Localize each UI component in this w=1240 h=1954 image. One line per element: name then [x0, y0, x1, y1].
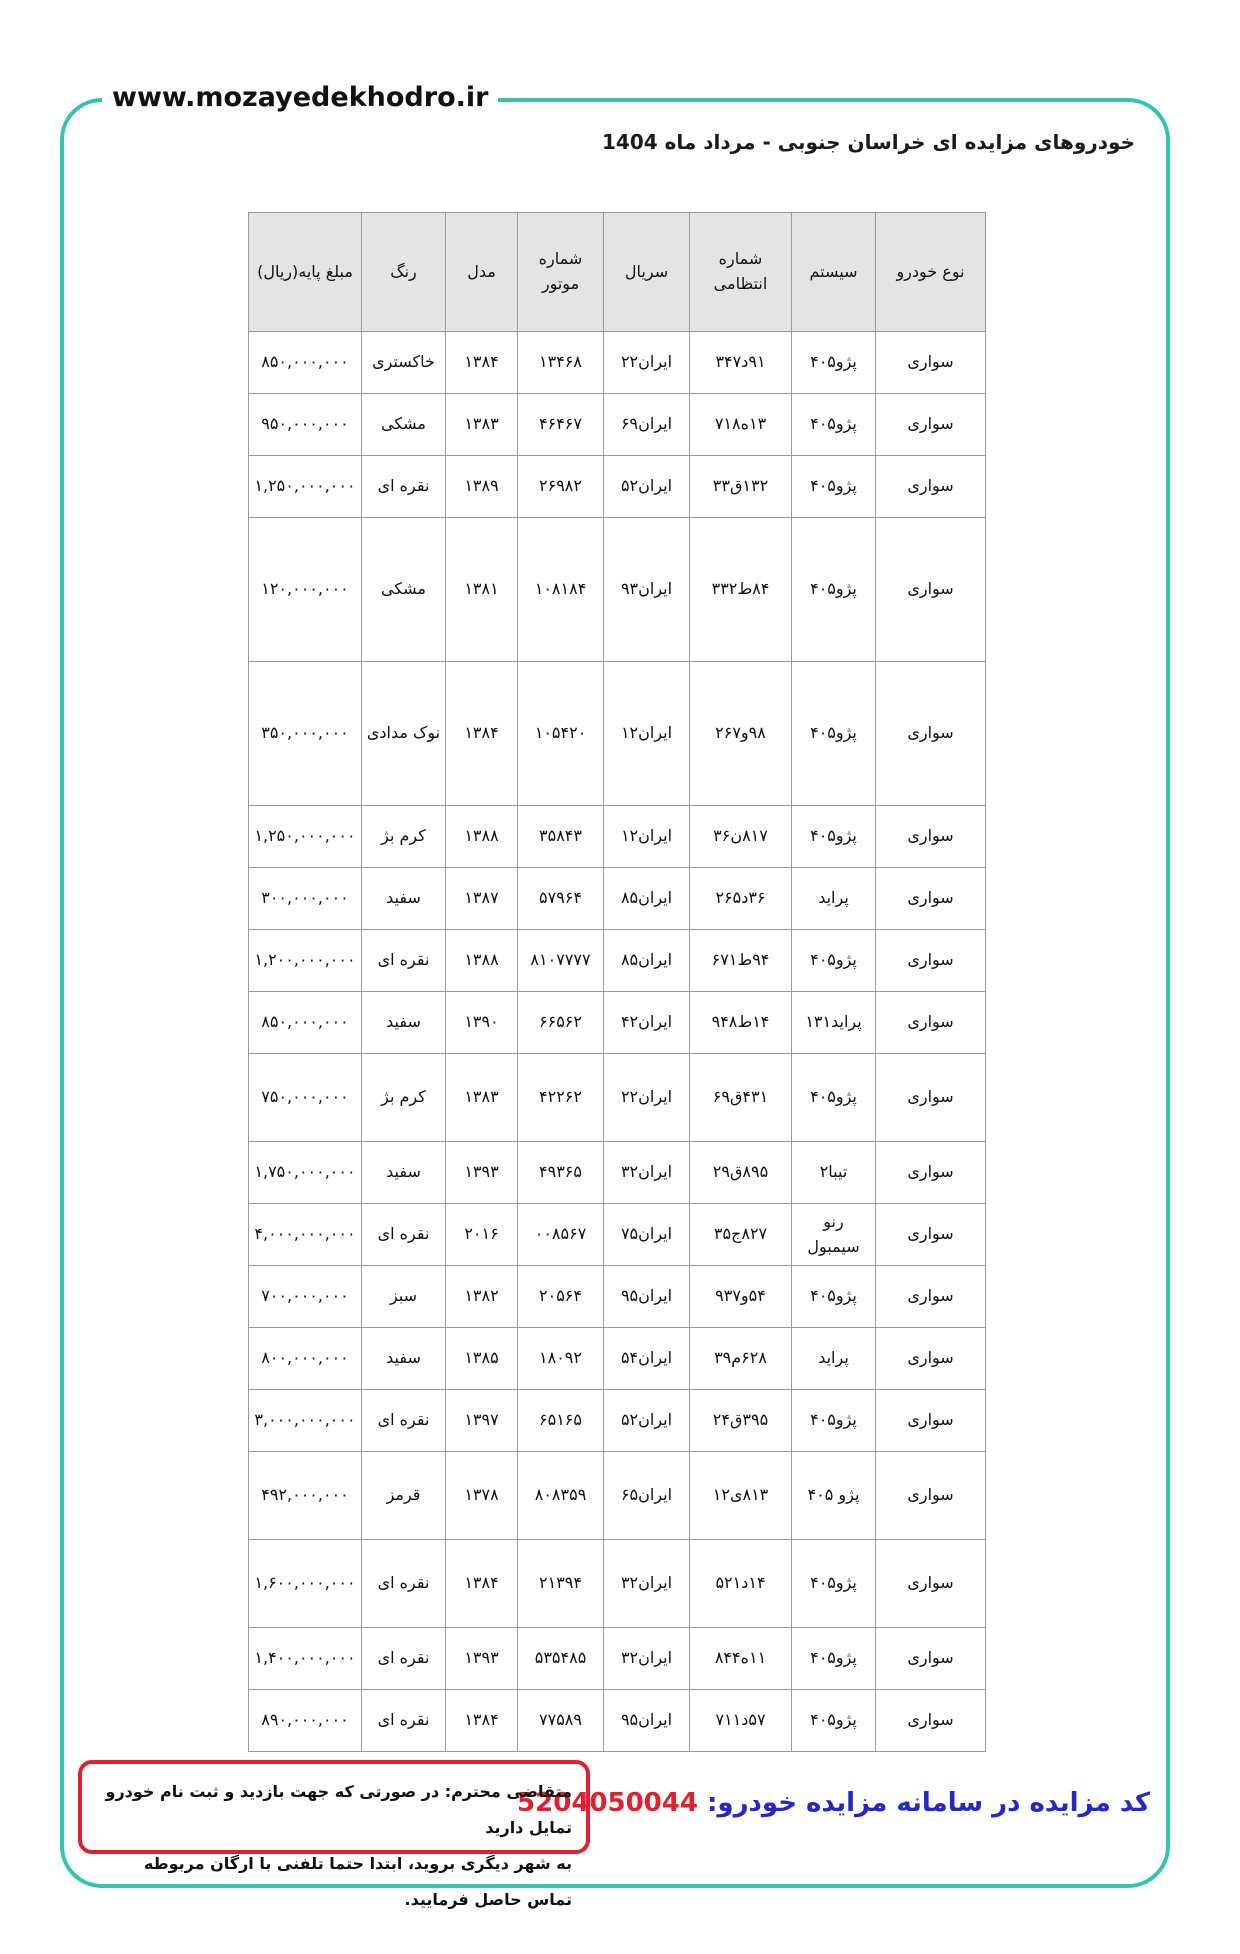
- cell-price: ۱,۴۰۰,۰۰۰,۰۰۰: [249, 1628, 362, 1690]
- cell-system: پراید: [792, 868, 876, 930]
- cell-price: ۱,۲۵۰,۰۰۰,۰۰۰: [249, 806, 362, 868]
- cell-serial: ایران۹۵: [604, 1266, 690, 1328]
- auction-code: [517, 1788, 1150, 1818]
- cell-color: نوک مدادی: [362, 662, 446, 806]
- cell-system: پژو۴۰۵: [792, 1390, 876, 1452]
- cell-system: پژو۴۰۵: [792, 806, 876, 868]
- cell-system: تیبا۲: [792, 1142, 876, 1204]
- cell-price: ۸۰۰,۰۰۰,۰۰۰: [249, 1328, 362, 1390]
- cell-type: سواری: [876, 1266, 986, 1328]
- notice-line-2: به شهر دیگری بروید، ابتدا حتما تلفنی با ارگان مربوطه تماس حاصل فرمایید.: [143, 1854, 572, 1909]
- cell-color: سفید: [362, 868, 446, 930]
- cell-engine: ۱۸۰۹۲: [518, 1328, 604, 1390]
- cell-system: پژو ۴۰۵: [792, 1452, 876, 1540]
- header-type: نوع خودرو: [876, 213, 986, 332]
- cell-type: سواری: [876, 806, 986, 868]
- cell-plate: ۱۳ه۷۱۸: [690, 394, 792, 456]
- cell-type: سواری: [876, 1142, 986, 1204]
- cell-plate: ۸۱۷ن۳۶: [690, 806, 792, 868]
- cell-price: ۹۵۰,۰۰۰,۰۰۰: [249, 394, 362, 456]
- cell-system: پژو۴۰۵: [792, 394, 876, 456]
- cell-color: نقره ای: [362, 1628, 446, 1690]
- cell-system: پژو۴۰۵: [792, 456, 876, 518]
- cell-price: ۷۵۰,۰۰۰,۰۰۰: [249, 1054, 362, 1142]
- cell-serial: ایران۳۲: [604, 1142, 690, 1204]
- cell-price: ۸۵۰,۰۰۰,۰۰۰: [249, 332, 362, 394]
- table-row: [249, 518, 986, 662]
- cell-engine: ۴۹۳۶۵: [518, 1142, 604, 1204]
- cell-engine: ۱۳۴۶۸: [518, 332, 604, 394]
- cell-type: سواری: [876, 1390, 986, 1452]
- table-row: [249, 1690, 986, 1752]
- page-title: خودروهای مزایده ای خراسان جنوبی - مرداد ماه 1404: [601, 130, 1135, 154]
- cell-plate: ۸۱۳ی۱۲: [690, 1452, 792, 1540]
- table-row: [249, 868, 986, 930]
- cell-serial: ایران۹۳: [604, 518, 690, 662]
- cell-serial: ایران۵۴: [604, 1328, 690, 1390]
- table-row: [249, 456, 986, 518]
- cell-engine: ۱۰۸۱۸۴: [518, 518, 604, 662]
- cell-model: ۱۳۹۰: [446, 992, 518, 1054]
- cell-color: مشکی: [362, 518, 446, 662]
- cell-engine: ۲۶۹۸۲: [518, 456, 604, 518]
- cell-price: ۱,۲۵۰,۰۰۰,۰۰۰: [249, 456, 362, 518]
- cell-model: ۱۳۸۹: [446, 456, 518, 518]
- cell-system: پژو۴۰۵: [792, 662, 876, 806]
- cell-type: سواری: [876, 662, 986, 806]
- table-row: [249, 1204, 986, 1266]
- cell-color: سفید: [362, 1142, 446, 1204]
- table-header-row: [249, 213, 986, 332]
- auction-code-label: کد مزایده در سامانه مزایده خودرو:: [707, 1788, 1150, 1818]
- cell-engine: ۲۰۵۶۴: [518, 1266, 604, 1328]
- cell-model: ۱۳۸۴: [446, 1540, 518, 1628]
- table-row: [249, 662, 986, 806]
- cell-type: سواری: [876, 332, 986, 394]
- cell-model: ۱۳۸۲: [446, 1266, 518, 1328]
- table-row: [249, 1054, 986, 1142]
- cell-engine: ۲۱۳۹۴: [518, 1540, 604, 1628]
- table-row: [249, 1628, 986, 1690]
- cell-engine: ۵۷۹۶۴: [518, 868, 604, 930]
- cell-type: سواری: [876, 1204, 986, 1266]
- header-color: رنگ: [362, 213, 446, 332]
- cell-engine: ۰۰۸۵۶۷: [518, 1204, 604, 1266]
- cell-plate: ۵۴و۹۳۷: [690, 1266, 792, 1328]
- cell-system: پژو۴۰۵: [792, 1690, 876, 1752]
- cell-price: ۱,۶۰۰,۰۰۰,۰۰۰: [249, 1540, 362, 1628]
- cell-color: نقره ای: [362, 1390, 446, 1452]
- notice-box: [78, 1760, 590, 1909]
- cell-type: سواری: [876, 1452, 986, 1540]
- cell-serial: ایران۴۲: [604, 992, 690, 1054]
- table-row: [249, 1540, 986, 1628]
- cell-engine: ۸۱۰۷۷۷۷: [518, 930, 604, 992]
- cell-type: سواری: [876, 394, 986, 456]
- table-row: [249, 992, 986, 1054]
- cell-type: سواری: [876, 868, 986, 930]
- cell-plate: ۸۴ط۳۳۲: [690, 518, 792, 662]
- cell-price: ۳۰۰,۰۰۰,۰۰۰: [249, 868, 362, 930]
- cell-plate: ۱۴د۵۲۱: [690, 1540, 792, 1628]
- cell-serial: ایران۵۲: [604, 1390, 690, 1452]
- cell-plate: ۳۶د۲۶۵: [690, 868, 792, 930]
- header-system: سیستم: [792, 213, 876, 332]
- cell-engine: ۴۶۴۶۷: [518, 394, 604, 456]
- cell-engine: ۷۷۵۸۹: [518, 1690, 604, 1752]
- cell-model: ۱۳۸۳: [446, 1054, 518, 1142]
- cell-serial: ایران۲۲: [604, 332, 690, 394]
- cell-serial: ایران۳۲: [604, 1540, 690, 1628]
- cell-price: ۴۹۲,۰۰۰,۰۰۰: [249, 1452, 362, 1540]
- cell-color: خاکستری: [362, 332, 446, 394]
- table-row: [249, 394, 986, 456]
- cell-model: ۱۳۸۸: [446, 806, 518, 868]
- cell-serial: ایران۸۵: [604, 930, 690, 992]
- cell-type: سواری: [876, 1690, 986, 1752]
- cell-engine: ۶۵۱۶۵: [518, 1390, 604, 1452]
- table-row: [249, 806, 986, 868]
- table-row: [249, 1328, 986, 1390]
- cell-system: پراید: [792, 1328, 876, 1390]
- cell-serial: ایران۶۹: [604, 394, 690, 456]
- cell-system: پژو۴۰۵: [792, 518, 876, 662]
- header-serial: سریال: [604, 213, 690, 332]
- cell-engine: ۶۶۵۶۲: [518, 992, 604, 1054]
- cell-type: سواری: [876, 1328, 986, 1390]
- cell-price: ۱,۲۰۰,۰۰۰,۰۰۰: [249, 930, 362, 992]
- auction-code-value: 5204050044: [517, 1788, 698, 1818]
- cell-model: ۱۳۸۷: [446, 868, 518, 930]
- cell-engine: ۴۲۲۶۲: [518, 1054, 604, 1142]
- table-row: [249, 1142, 986, 1204]
- cell-model: ۲۰۱۶: [446, 1204, 518, 1266]
- cell-color: سبز: [362, 1266, 446, 1328]
- cell-plate: ۹۴ط۶۷۱: [690, 930, 792, 992]
- table-row: [249, 1390, 986, 1452]
- cell-model: ۱۳۹۳: [446, 1628, 518, 1690]
- cell-model: ۱۳۸۳: [446, 394, 518, 456]
- cell-serial: ایران۱۲: [604, 662, 690, 806]
- cell-system: پژو۴۰۵: [792, 1540, 876, 1628]
- cell-model: ۱۳۸۵: [446, 1328, 518, 1390]
- cell-color: نقره ای: [362, 456, 446, 518]
- cell-color: نقره ای: [362, 1540, 446, 1628]
- cell-color: قرمز: [362, 1452, 446, 1540]
- cell-plate: ۶۲۸م۳۹: [690, 1328, 792, 1390]
- cell-model: ۱۳۹۷: [446, 1390, 518, 1452]
- header-model: مدل: [446, 213, 518, 332]
- cell-plate: ۵۷د۷۱۱: [690, 1690, 792, 1752]
- header-price: مبلغ پایه(ریال): [249, 213, 362, 332]
- table-row: [249, 1452, 986, 1540]
- cell-plate: ۸۹۵ق۲۹: [690, 1142, 792, 1204]
- cell-color: مشکی: [362, 394, 446, 456]
- cell-serial: ایران۷۵: [604, 1204, 690, 1266]
- cell-type: سواری: [876, 456, 986, 518]
- vehicles-table: [248, 212, 986, 1752]
- cell-plate: ۸۲۷ج۳۵: [690, 1204, 792, 1266]
- cell-price: ۷۰۰,۰۰۰,۰۰۰: [249, 1266, 362, 1328]
- cell-serial: ایران۶۵: [604, 1452, 690, 1540]
- cell-color: نقره ای: [362, 1690, 446, 1752]
- cell-color: نقره ای: [362, 1204, 446, 1266]
- cell-plate: ۳۹۵ق۲۴: [690, 1390, 792, 1452]
- cell-price: ۳۵۰,۰۰۰,۰۰۰: [249, 662, 362, 806]
- cell-color: سفید: [362, 992, 446, 1054]
- cell-plate: ۹۱د۳۴۷: [690, 332, 792, 394]
- cell-serial: ایران۲۲: [604, 1054, 690, 1142]
- cell-serial: ایران۹۵: [604, 1690, 690, 1752]
- cell-price: ۱,۷۵۰,۰۰۰,۰۰۰: [249, 1142, 362, 1204]
- cell-type: سواری: [876, 1054, 986, 1142]
- cell-color: نقره ای: [362, 930, 446, 992]
- cell-system: پژو۴۰۵: [792, 1628, 876, 1690]
- cell-model: ۱۳۷۸: [446, 1452, 518, 1540]
- cell-color: کرم بژ: [362, 1054, 446, 1142]
- cell-price: ۴,۰۰۰,۰۰۰,۰۰۰: [249, 1204, 362, 1266]
- cell-price: ۸۵۰,۰۰۰,۰۰۰: [249, 992, 362, 1054]
- cell-engine: ۸۰۸۳۵۹: [518, 1452, 604, 1540]
- cell-type: سواری: [876, 518, 986, 662]
- notice-line-1: متقاضی محترم: در صورتی که جهت بازدید و ثبت نام خودرو تمایل دارید: [105, 1782, 572, 1837]
- cell-model: ۱۳۹۳: [446, 1142, 518, 1204]
- cell-engine: ۱۰۵۴۲۰: [518, 662, 604, 806]
- cell-system: پژو۴۰۵: [792, 1266, 876, 1328]
- cell-type: سواری: [876, 1540, 986, 1628]
- table-row: [249, 930, 986, 992]
- cell-plate: ۱۳۲ق۳۳: [690, 456, 792, 518]
- cell-model: ۱۳۸۱: [446, 518, 518, 662]
- cell-model: ۱۳۸۸: [446, 930, 518, 992]
- cell-model: ۱۳۸۴: [446, 662, 518, 806]
- cell-model: ۱۳۸۴: [446, 332, 518, 394]
- table-row: [249, 1266, 986, 1328]
- cell-model: ۱۳۸۴: [446, 1690, 518, 1752]
- site-url[interactable]: www.mozayedekhodro.ir: [102, 78, 498, 118]
- table-row: [249, 332, 986, 394]
- cell-price: ۸۹۰,۰۰۰,۰۰۰: [249, 1690, 362, 1752]
- cell-type: سواری: [876, 930, 986, 992]
- cell-serial: ایران۵۲: [604, 456, 690, 518]
- cell-serial: ایران۱۲: [604, 806, 690, 868]
- cell-color: سفید: [362, 1328, 446, 1390]
- cell-plate: ۴۳۱ق۶۹: [690, 1054, 792, 1142]
- cell-engine: ۵۳۵۴۸۵: [518, 1628, 604, 1690]
- cell-engine: ۳۵۸۴۳: [518, 806, 604, 868]
- cell-plate: ۱۴ط۹۴۸: [690, 992, 792, 1054]
- header-plate: شماره انتظامی: [690, 213, 792, 332]
- cell-system: پراید۱۳۱: [792, 992, 876, 1054]
- cell-system: پژو۴۰۵: [792, 930, 876, 992]
- cell-price: ۳,۰۰۰,۰۰۰,۰۰۰: [249, 1390, 362, 1452]
- cell-price: ۱۲۰,۰۰۰,۰۰۰: [249, 518, 362, 662]
- header-engine: شماره موتور: [518, 213, 604, 332]
- cell-type: سواری: [876, 1628, 986, 1690]
- cell-plate: ۹۸و۲۶۷: [690, 662, 792, 806]
- cell-system: پژو۴۰۵: [792, 332, 876, 394]
- cell-color: کرم بژ: [362, 806, 446, 868]
- cell-system: پژو۴۰۵: [792, 1054, 876, 1142]
- cell-system: رنو سیمبول: [792, 1204, 876, 1266]
- cell-plate: ۱۱ه۸۴۴: [690, 1628, 792, 1690]
- cell-type: سواری: [876, 992, 986, 1054]
- cell-serial: ایران۸۵: [604, 868, 690, 930]
- cell-serial: ایران۳۲: [604, 1628, 690, 1690]
